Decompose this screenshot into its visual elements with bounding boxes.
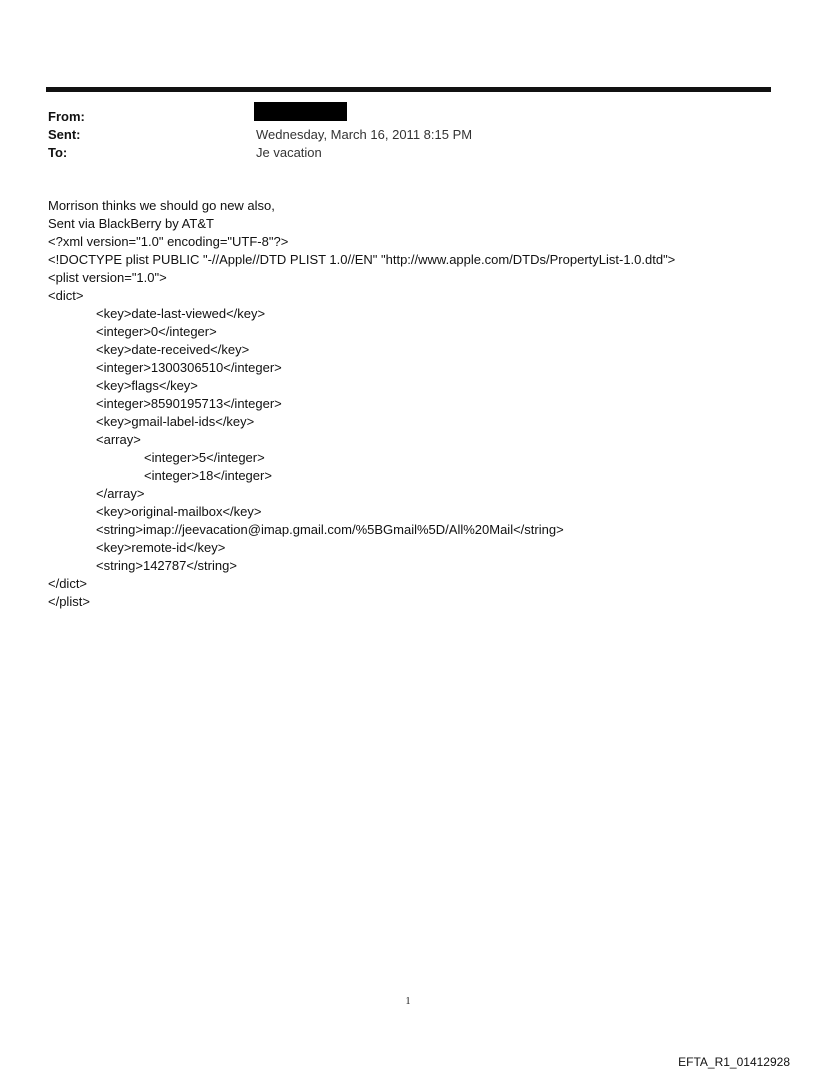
body-line: </plist>: [48, 594, 90, 609]
body-line: Morrison thinks we should go new also,: [48, 198, 275, 213]
sent-row: [48, 126, 748, 144]
to-label: To:: [48, 145, 68, 160]
body-line: <dict>: [48, 288, 84, 303]
body-line: <integer>18</integer>: [144, 468, 272, 483]
body-line: <integer>1300306510</integer>: [96, 360, 282, 375]
email-header: [48, 108, 748, 162]
body-line: <string>142787</string>: [96, 558, 237, 573]
from-label: From:: [48, 109, 85, 124]
body-line: <integer>5</integer>: [144, 450, 265, 465]
body-line: <integer>0</integer>: [96, 324, 217, 339]
redaction-block: [254, 102, 347, 121]
body-line: <?xml version="1.0" encoding="UTF-8"?>: [48, 234, 289, 249]
page-number: 1: [405, 996, 411, 1007]
body-line: <key>gmail-label-ids</key>: [96, 414, 255, 429]
body-line: <string>imap://jeevacation@imap.gmail.com/%5BGmail%5D/All%20Mail</string>: [96, 522, 564, 537]
body-line: <integer>8590195713</integer>: [96, 396, 282, 411]
body-line: <key>flags</key>: [96, 378, 198, 393]
email-body: [48, 197, 788, 611]
body-line: <key>remote-id</key>: [96, 540, 226, 555]
header-rule: [46, 87, 771, 92]
sent-value: Wednesday, March 16, 2011 8:15 PM: [256, 127, 473, 142]
body-line: <array>: [96, 432, 141, 447]
body-line: <!DOCTYPE plist PUBLIC "-//Apple//DTD PLIST 1.0//EN" "http://www.apple.com/DTDs/PropertyList-1.0.dtd">: [48, 252, 676, 267]
sent-label: Sent:: [48, 127, 81, 142]
body-line: </dict>: [48, 576, 88, 591]
from-row: [48, 108, 748, 126]
to-value: Je vacation: [256, 145, 322, 160]
body-line: </array>: [96, 486, 145, 501]
bates-number: EFTA_R1_01412928: [678, 1055, 790, 1069]
body-line: <key>original-mailbox</key>: [96, 504, 262, 519]
to-row: [48, 144, 748, 162]
body-line: <plist version="1.0">: [48, 270, 167, 285]
body-line: <key>date-received</key>: [96, 342, 250, 357]
body-line: <key>date-last-viewed</key>: [96, 306, 266, 321]
body-line: Sent via BlackBerry by AT&T: [48, 216, 214, 231]
